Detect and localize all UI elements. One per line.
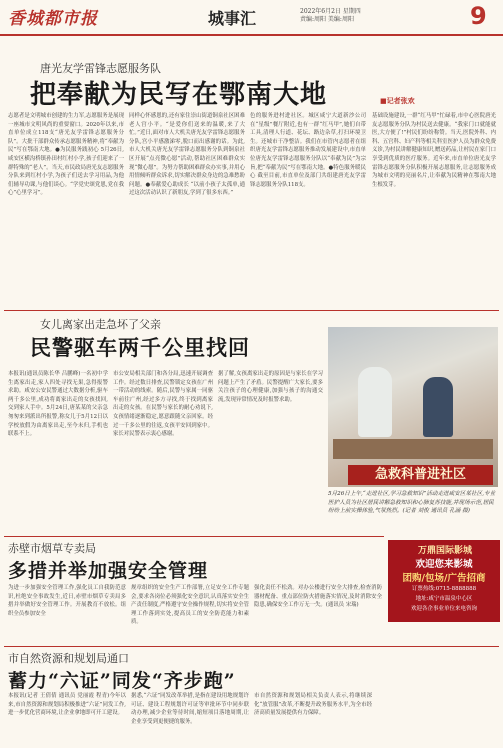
article4-column-3: 市自然资源和规划局相关负责人表示,将继续深化“放管服”改革,不断提升政务服务水平,为全市经济高质量发展提供有力保障。 [254, 693, 372, 717]
ad-subheadline: 团购/包场/广告招商 [402, 573, 486, 584]
article2-column-2: 市公安局相关部门和各分局,迅速开展调查工作。经过数日排查,民警锁定女孩在广州一带活动的线索。随后,民警与家属一同驱车前往广州,经过多方寻找,终于找到离家出走的女孩。在民警与家长的耐心劝说下,女孩情绪逐渐稳定,愿意跟随父亲回家。经过一千多公里的往返,女孩平安回到家中。家长对民警表示衷心感谢。 [113, 371, 213, 438]
article2-headline: 民警驱车两千公里找回 [30, 335, 250, 360]
article1-column-3: 色的服务进村进社区。城区咸宁大道新沙公司在“星级”餐厅附近,也有一群“红马甲”,她们自带工具,清理人行道、花坛、路边杂草,打扫环境卫生。还城市干净整洁。我们在市管内志愿者在组织唐光友学雷锋志愿服务推动发展建设中,市直单位唐光友学雷锋志愿服务分队以“奉献为民”为宗旨,把“奉献为民”写在鄂南大地。●特色服务暖民心 截至目前,市直单位及部门共组建唐光友学雷锋志愿服务分队118支。 [250, 113, 366, 188]
photo-caption: 5月26日上午,“走进社区,学习急救知识”活动走进咸安区某社区,专业医护人员为社区居民讲解急救知识和心肺复苏技能,并现场示范,居民纷纷上前实操体验,气氛热烈。(记者 刘俊 通讯员 孔涵 摄) [328, 491, 496, 515]
ad-address: 地址:咸宁市温泉中心区 [415, 596, 473, 602]
cinema-advertisement[interactable] [388, 540, 500, 622]
editors-line: 责编:周阳 美编:周阳 [300, 16, 354, 23]
article1-column-2: 同样心怀感恩的,还有家住崇山街道铜泉社区困难老人宫小平。“是爱你们送来的温暖,来了大忙。”近日,面对市人大机关唐光友学雷锋志愿服务分队,宫小平感激涕零,脱口而出感谢的话。为此,市人大机关唐光友学雷锋志愿服务分队到铜泉社区开展“点亮微心愿”活动,帮助社区困难群众实现“微心愿”。为努力帮助困难群众办实事,并用心用情倾听群众诉求,切实解决群众身边的急难愁盼问题。●奉献爱心助成长 “以前小孩子太孤单,通过这次活动认识了新朋友,学到了很多东西。” [129, 113, 245, 197]
photo-banner: 急救科普进社区 [348, 465, 493, 485]
photo-table [333, 439, 493, 459]
issue-meta [300, 8, 460, 24]
ad-logo: 万鼎国际影城 [418, 546, 473, 556]
article2-column-3: 据了解,女孩离家出走的原因是与家长在学习问题上产生了矛盾。民警提醒广大家长,要多关注孩子的心理健康,加强与孩子的沟通交流,发现异常情况及时报警求助。 [218, 371, 323, 403]
article2-column-1: 本报讯(通讯员陈长华 吕鹏峰)一名初中学生离家出走,家人四处寻找无果,急得报警求助。咸安公安民警通过大数据分析,驱车两千多公里,成功将离家出走的女孩找回,交到家人手中。5月24日,唐某某的父亲急匆匆来到派出所报警,称女儿于5月12日以学校放假为由离家出走,至今未归,手机也联系不上。 [8, 371, 108, 438]
article2-kicker: 女儿离家出走急坏了父亲 [40, 318, 161, 331]
photo-figure-doctor [358, 367, 392, 437]
section-title: 城事汇 [208, 9, 257, 28]
paper-name: 香城都市报 [8, 9, 98, 29]
photo-figure-resident [423, 377, 453, 437]
section-divider [4, 310, 499, 311]
article3-headline: 多措并举加强安全管理 [8, 560, 209, 582]
article1-column-1: 志愿者是文明城市创建的生力军,志愿服务是展现一座城市文明风尚的重要窗口。2020年以来,市直单位成立118支“唐光友学雷锋志愿服务分队”。大批干部群众传承志愿服务精神,将“奉献为民”写在鄂南大地。●为民服务践初心 5月26日,咸安区横沟桥镇孙田村红村小学,孩子们迎来了一群特殊的“老人”。当天,市民政局唐光友志愿服务分队来到红村小学,为孩子们送去学习用品,为他们辅导功课,与他们谈心。“学党史颂党恩,党在我心”心里学习”。 [8, 113, 124, 197]
article3-column-2: 规章组织的安全生产工作部署,立足安全工作专题会,要求各岗位必须强化安全意识,认真落实安全生产责任制度,严格遵守安全操作规程,切实将安全管理工作落到实处,提高员工的安全防范能力和素质。 [131, 585, 249, 626]
issue-date: 2022年6月2日 星期四 [300, 8, 361, 15]
article3-kicker: 赤壁市烟草专卖局 [8, 542, 96, 555]
article4-column-2: 据悉,“六证”同发改革举措,是指在建设用地规划许可证、建设工程规划许可证等审批环节中同步联动办理,减少企业等待时间,缩短项目落地周期,让企业享受到更便捷的服务。 [131, 693, 249, 725]
news-photo [328, 327, 498, 487]
ad-note: 欢迎各企事业单位来电咨询 [410, 606, 477, 612]
article1-byline: ■记者张欢 [380, 96, 415, 105]
article3-column-3: 强化责任不松劲。对办公楼进行安全大排查,检查消防器材配备、重点部位防火措施落实情况,及时消除安全隐患,确保安全工作万无一失。(通讯员 宋瑞) [254, 585, 382, 609]
article1-column-4: 基础设施建设,一群“红马甲”忙碌着,市中心医院唐光友志愿服务分队为村民送去健康。“我家门口就能就医,大方便了!”村民们纷纷称赞。当天,医院外科、内科、五官科、妇产科等相关科室医护人员为群众免费义诊,为村民讲解健康知识,赠送药品,让村民在家门口享受到优质的医疗服务。近年来,市直单位唐光友学雷锋志愿服务分队积极开展志愿服务,让志愿服务成为城市文明的亮丽名片,让奉献为民精神在鄂南大地生根发芽。 [372, 113, 496, 188]
ad-hotline: 订票热线:0715-8888888 [411, 586, 477, 592]
article3-column-1: 为进一步加强安全管理工作,强化员工自我防范意识,杜绝安全事故发生,近日,赤壁市烟草专卖局多措并举做好安全管理工作。开展教育不放松。组织全员参加安全 [8, 585, 126, 617]
article4-kicker: 市自然资源和规划局通口 [8, 652, 129, 665]
article4-column-1: 本报讯(记者 王倩倩 通讯员 党丽霞 程青)今年以来,市自然资源和规划局积极推进“六证”同发工作,进一步优化营商环境,让企业拿地即可开工建设。 [8, 693, 126, 717]
ad-headline: 欢迎您来影城 [415, 559, 473, 570]
section-divider [4, 536, 384, 537]
section-divider [4, 646, 499, 647]
page-number: 9 [470, 2, 487, 30]
article1-kicker: 唐光友学雷锋志愿服务队 [40, 62, 161, 75]
article1-headline: 把奉献为民写在鄂南大地 [30, 80, 328, 110]
article4-headline: 蓄力“六证”同发“齐步跑” [8, 670, 236, 692]
